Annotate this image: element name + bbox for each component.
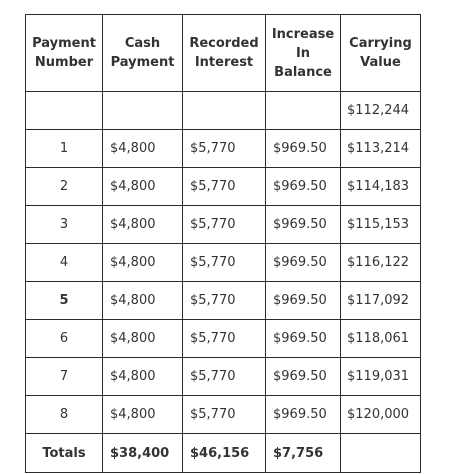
payment-number-cell: 5 [26,282,103,320]
amortization-table [25,14,421,473]
cash-payment-cell: $4,800 [103,396,183,434]
table-row [26,130,421,168]
increase-cell: $969.50 [266,206,341,244]
increase-cell: $969.50 [266,320,341,358]
table-row [26,244,421,282]
payment-number-cell: 3 [26,206,103,244]
cash-payment-cell: $4,800 [103,320,183,358]
cash-payment-cell: $4,800 [103,206,183,244]
header-line: Balance [274,64,332,80]
increase-cell: $969.50 [266,244,341,282]
header-line: Interest [194,55,254,70]
recorded-interest-cell [183,92,266,130]
cash-payment-cell: $4,800 [103,130,183,168]
cash-payment-cell: $4,800 [103,244,183,282]
carrying-value-cell: $116,122 [341,244,421,282]
header-recorded-interest [183,15,266,92]
header-line: Increase [271,26,335,42]
header-increase-in-balance [266,15,341,92]
opening-balance-row [26,92,421,130]
header-carrying-value [341,15,421,92]
table-row [26,396,421,434]
header-line: Number [34,55,94,70]
recorded-interest-cell: $5,770 [183,358,266,396]
table-row [26,358,421,396]
recorded-interest-cell: $5,770 [183,206,266,244]
header-line: Value [360,55,401,70]
carrying-value-cell: $112,244 [341,92,421,130]
carrying-value-cell: $114,183 [341,168,421,206]
header-line: Cash [124,36,161,51]
table-row [26,206,421,244]
increase-cell [266,92,341,130]
cash-payment-cell [103,92,183,130]
carrying-value-cell: $120,000 [341,396,421,434]
header-payment-number [26,15,103,92]
table-row [26,168,421,206]
carrying-value-cell: $117,092 [341,282,421,320]
totals-label: Totals [26,434,103,473]
header-row [26,15,421,92]
recorded-interest-cell: $5,770 [183,168,266,206]
payment-number-cell [26,92,103,130]
payment-number-cell: 7 [26,358,103,396]
total-cash-payment: $38,400 [103,434,183,473]
carrying-value-cell: $119,031 [341,358,421,396]
header-line: Payment [110,55,175,70]
payment-number-cell: 2 [26,168,103,206]
header-line: Payment [32,36,96,51]
total-carrying-value [341,434,421,473]
increase-cell: $969.50 [266,396,341,434]
carrying-value-cell: $118,061 [341,320,421,358]
table-row [26,320,421,358]
header-cash-payment [103,15,183,92]
header-line: Carrying [349,36,412,51]
header-line: Recorded [189,36,259,51]
increase-cell: $969.50 [266,130,341,168]
cash-payment-cell: $4,800 [103,168,183,206]
recorded-interest-cell: $5,770 [183,282,266,320]
increase-cell: $969.50 [266,358,341,396]
payment-number-cell: 1 [26,130,103,168]
cash-payment-cell: $4,800 [103,282,183,320]
recorded-interest-cell: $5,770 [183,396,266,434]
payment-number-cell: 8 [26,396,103,434]
recorded-interest-cell: $5,770 [183,130,266,168]
carrying-value-cell: $113,214 [341,130,421,168]
carrying-value-cell: $115,153 [341,206,421,244]
header-line: In [295,45,311,61]
total-recorded-interest: $46,156 [183,434,266,473]
recorded-interest-cell: $5,770 [183,320,266,358]
cash-payment-cell: $4,800 [103,358,183,396]
total-increase: $7,756 [266,434,341,473]
payment-number-cell: 4 [26,244,103,282]
totals-row [26,434,421,473]
table-row [26,282,421,320]
increase-cell: $969.50 [266,168,341,206]
payment-number-cell: 6 [26,320,103,358]
increase-cell: $969.50 [266,282,341,320]
recorded-interest-cell: $5,770 [183,244,266,282]
